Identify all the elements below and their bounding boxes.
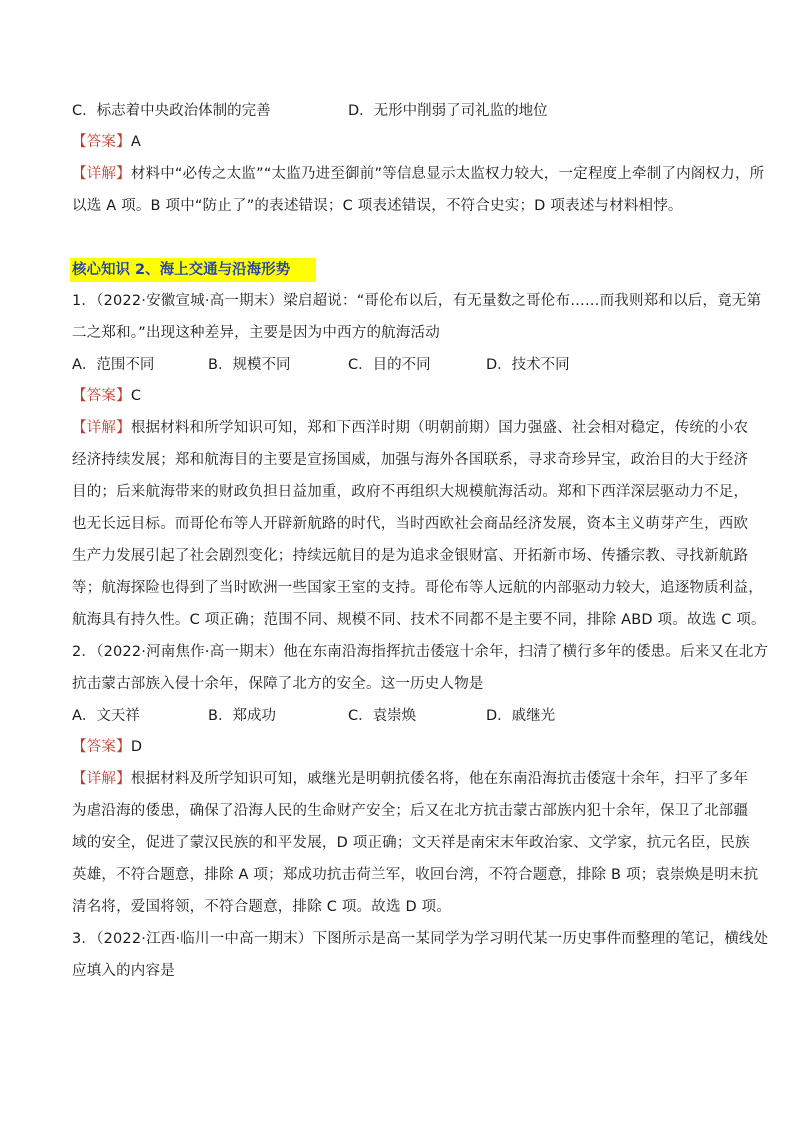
answer-tag: 【答案】 — [72, 388, 131, 404]
detail-tag: 【详解】 — [72, 771, 131, 787]
q1-detail-line-7: 航海具有持久性。C 项正确；范围不同、规模不同、技术不同都不是主要不同，排除 ABD 项。故选 C 项。 — [72, 612, 766, 628]
q1-option-c: C．目的不同 — [348, 357, 431, 373]
prev-detail-line-2: 以选 A 项。B 项中“防止了”的表述错误；C 项表述错误，不符合史实；D 项表述与材料相悖。 — [72, 198, 683, 214]
answer-value: D — [130, 739, 143, 755]
q1-stem-line-2: 二之郑和。”出现这种差异，主要是因为中西方的航海活动 — [72, 325, 440, 341]
q2-detail-line-1: 【详解】根据材料及所学知识可知，戚继光是明朝抗倭名将，他在东南沿海抗击倭寇十余年，扫平了多年 — [72, 771, 749, 787]
answer-value: C — [130, 388, 142, 404]
prev-answer — [72, 132, 732, 152]
q1-detail-line-3: 目的；后来航海带来的财政负担日益加重，政府不再组织大规模航海活动。郑和下西洋深层驱动力不足， — [72, 484, 749, 500]
q2-stem-line-1: 2．（2022·河南焦作·高一期末）他在东南沿海指挥抗击倭寇十余年，扫清了横行多年的倭患。后来又在北方 — [72, 644, 769, 660]
answer-tag: 【答案】 — [72, 134, 131, 150]
q1-detail-line-2: 经济持续发展；郑和航海目的主要是宣扬国威，加强与海外各国联系，寻求奇珍异宝，政治目的大于经济 — [72, 452, 749, 468]
answer-tag: 【答案】 — [72, 739, 131, 755]
prev-option-c: C．标志着中央政治体制的完善 — [72, 103, 271, 119]
q1-detail-line-6: 等；航海探险也得到了当时欧洲一些国家王室的支持。哥伦布等人远航的内部驱动力较大，追逐物质利益， — [72, 580, 763, 596]
prev-option-d: D．无形中削弱了司礼监的地位 — [348, 103, 548, 119]
q3-stem-line-1: 3．（2022·江西·临川一中高一期末）下图所示是高一某同学为学习明代某一历史事件而整理的笔记，横线处 — [72, 931, 769, 947]
q2-option-a: A．文天祥 — [72, 708, 140, 724]
q1-option-b: B．规模不同 — [208, 357, 291, 373]
q1-detail-line-4: 也无长远目标。而哥伦布等人开辟新航路的时代，当时西欧社会商品经济发展，资本主义萌芽产生，西欧 — [72, 516, 749, 532]
q2-detail-line-2: 为虐沿海的倭患，确保了沿海人民的生命财产安全；后又在北方抗击蒙古部族内犯十余年，保卫了北部疆 — [72, 803, 749, 819]
q1-detail-line-5: 生产力发展引起了社会剧烈变化；持续远航目的是为追求金银财富、开拓新市场、传播宗教、寻找新航路 — [72, 548, 749, 564]
prev-detail-line-1: 【详解】材料中“必传之太监”“太监乃进至御前”等信息显示太监权力较大，一定程度上牵制了内阁权力，所 — [72, 166, 765, 182]
detail-tag: 【详解】 — [72, 420, 131, 436]
q2-detail-line-3: 域的安全，促进了蒙汉民族的和平发展，D 项正确；文天祥是南宋末年政治家、文学家，抗元名臣，民族 — [72, 835, 750, 851]
q2-option-d: D．戚继光 — [486, 708, 556, 724]
q1-stem-line-1: 1．（2022·安徽宣城·高一期末）梁启超说：“哥伦布以后，有无量数之哥伦布……而我则郑和以后，竟无第 — [72, 293, 762, 309]
answer-value: A — [130, 134, 141, 150]
q2-answer — [72, 737, 732, 757]
q2-option-b: B．郑成功 — [208, 708, 276, 724]
q1-detail-line-1: 【详解】根据材料和所学知识可知，郑和下西洋时期（明朝前期）国力强盛、社会相对稳定，传统的小农 — [72, 420, 749, 436]
section-heading: 核心知识 2、海上交通与沿海形势 — [70, 258, 316, 282]
q2-detail-line-4: 英雄，不符合题意，排除 A 项；郑成功抗击荷兰军，收回台湾，不符合题意，排除 B 项；袁崇焕是明末抗 — [72, 867, 759, 883]
q2-option-c: C．袁崇焕 — [348, 708, 417, 724]
q3-stem-line-2: 应填入的内容是 — [72, 963, 175, 979]
q1-option-d: D．技术不同 — [486, 357, 570, 373]
detail-tag: 【详解】 — [72, 166, 131, 182]
q1-answer — [72, 386, 732, 406]
q2-stem-line-2: 抗击蒙古部族入侵十余年，保障了北方的安全。这一历史人物是 — [72, 676, 484, 692]
q2-detail-line-5: 清名将，爱国将领，不符合题意，排除 C 项。故选 D 项。 — [72, 899, 452, 915]
q1-option-a: A．范围不同 — [72, 357, 155, 373]
